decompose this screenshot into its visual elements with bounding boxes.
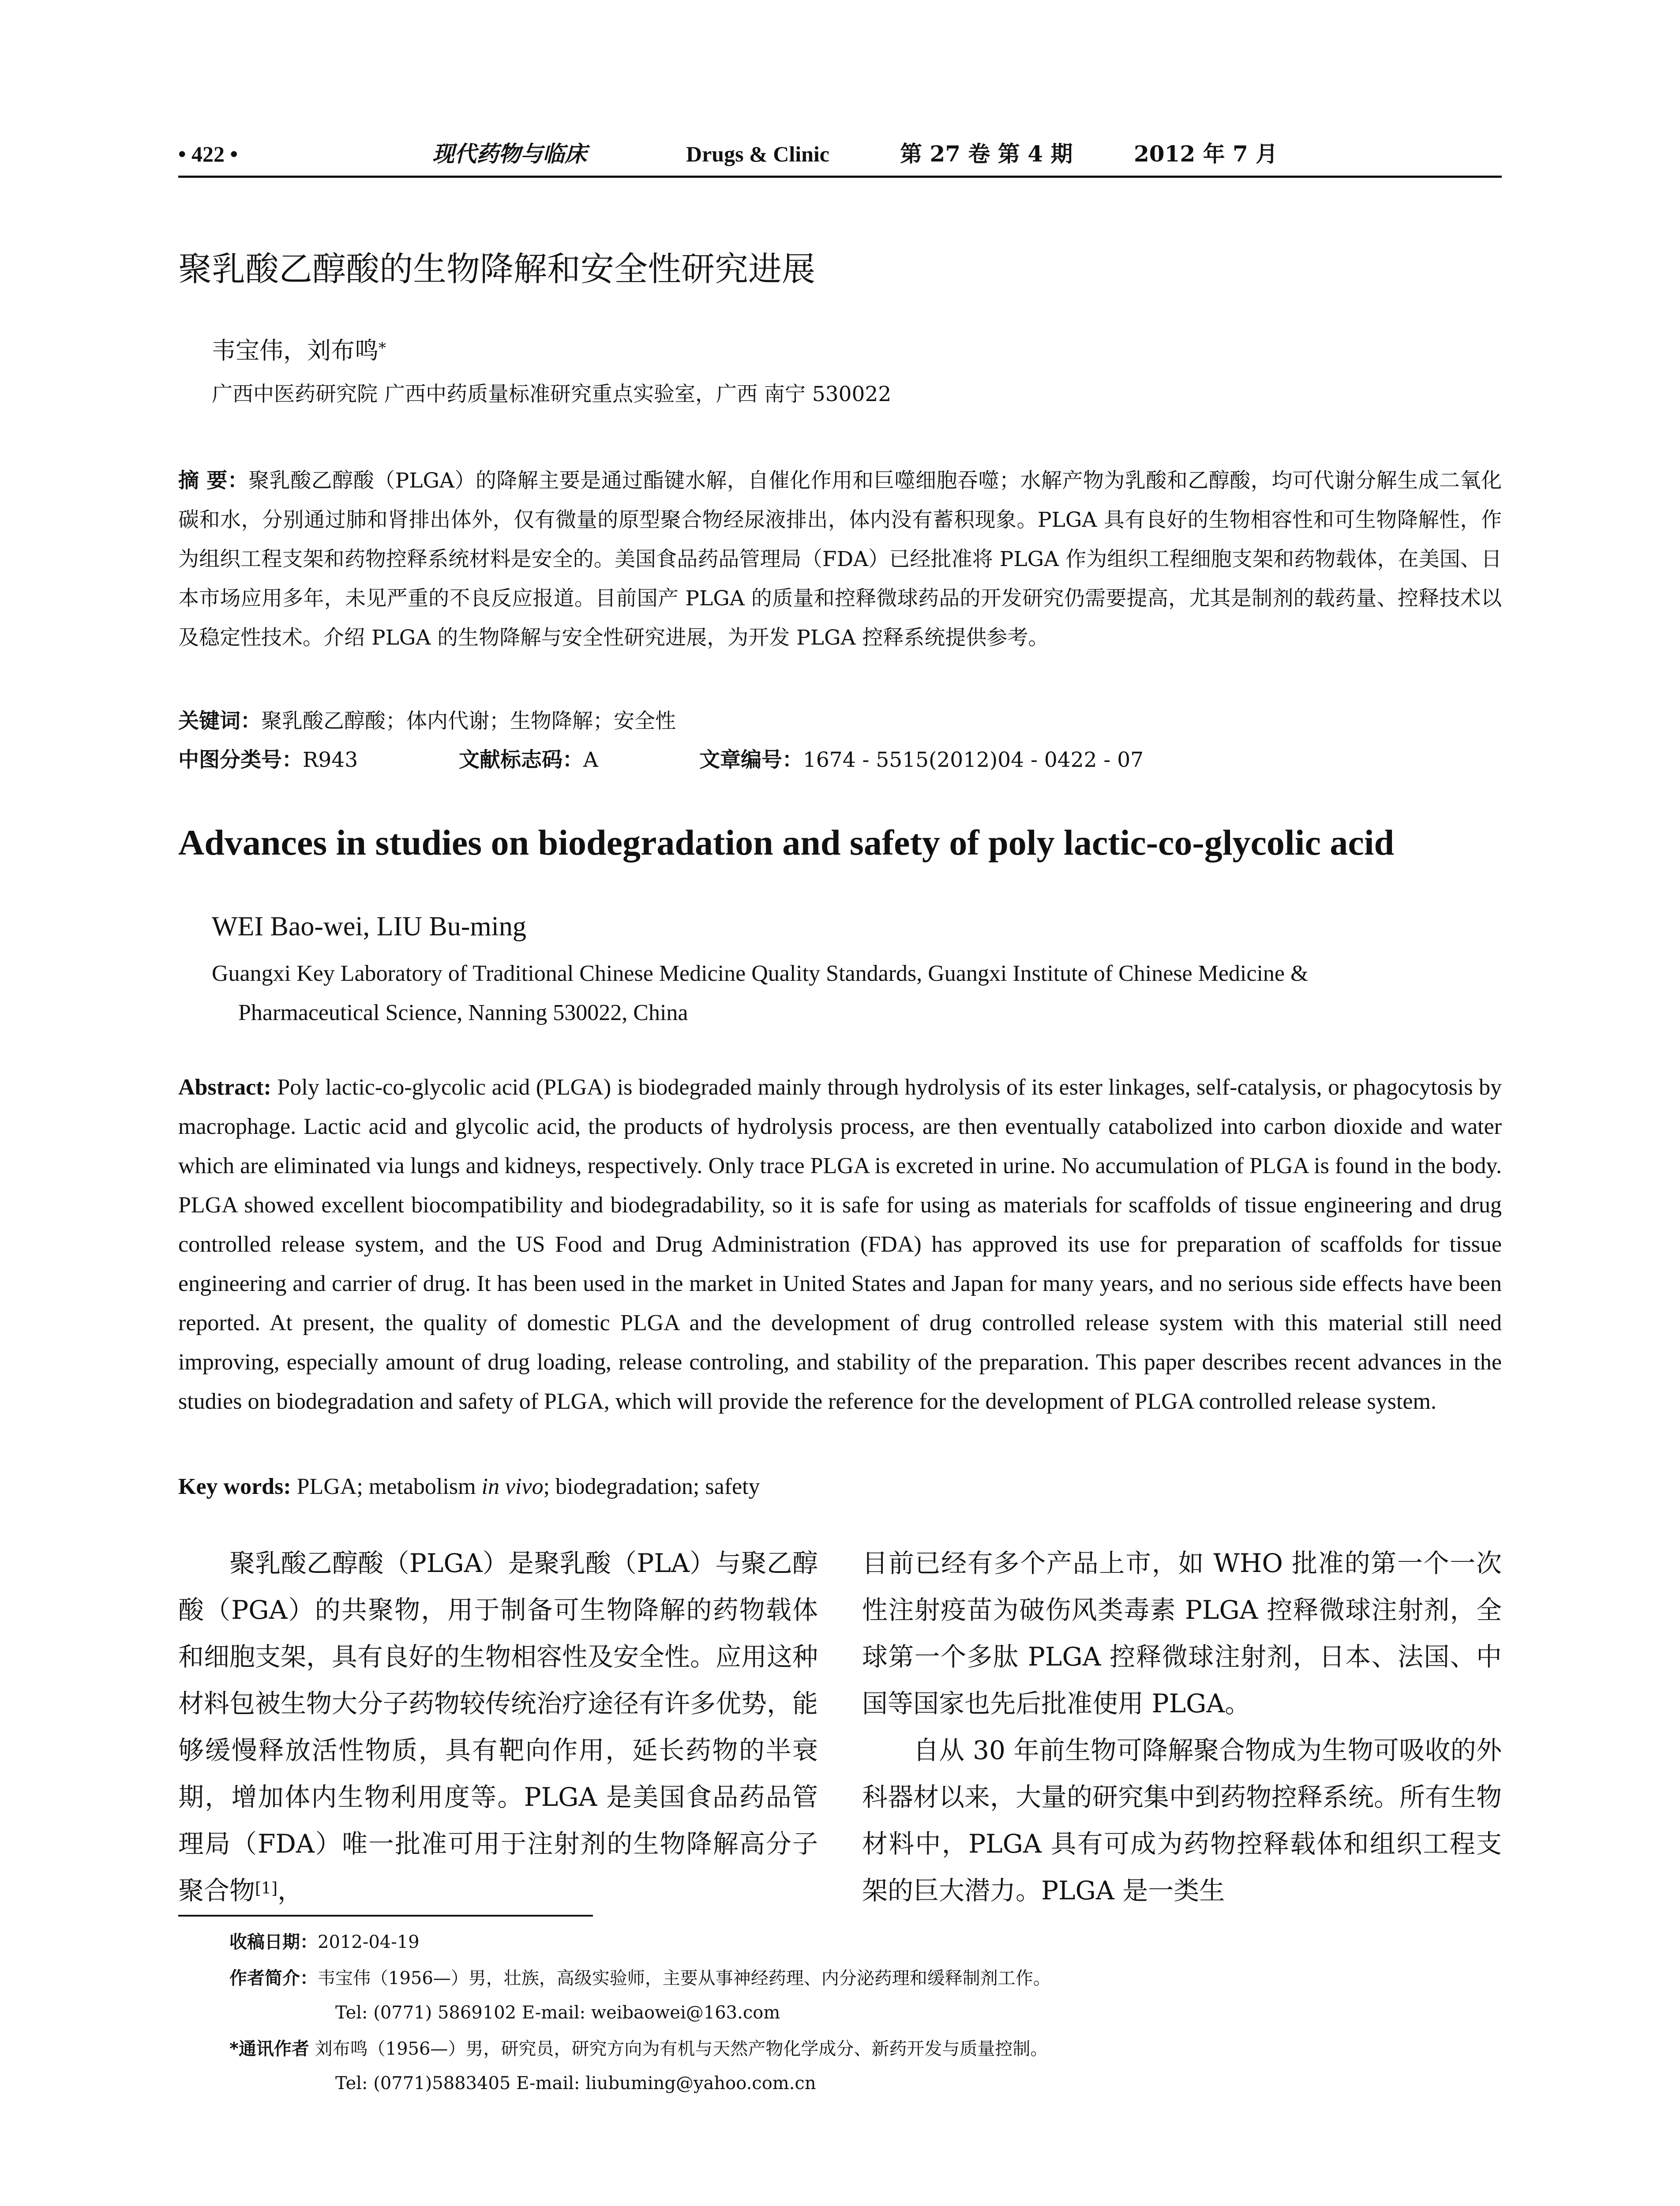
page-number: • 422 •	[178, 142, 238, 166]
keywords-cn	[178, 706, 676, 737]
footnote-received	[229, 1928, 420, 1956]
abstract-en	[178, 1068, 1502, 1421]
clc-label: 中图分类号：	[178, 748, 303, 772]
corresponding-value: 刘布鸣（1956—）男，研究员，研究方向为有机与天然产物化学成分、新药开发与质量控制。	[315, 2039, 1048, 2059]
author-bio-value: 韦宝伟（1956—）男，壮族，高级实验师，主要从事神经药理、内分泌药理和缓释制剂工作。	[318, 1968, 1051, 1988]
doc-code-label: 文献标志码：	[459, 748, 583, 772]
abstract-cn-text: 聚乳酸乙醇酸（PLGA）的降解主要是通过酯键水解，自催化作用和巨噬细胞吞噬；水解产物为乳酸和乙醇酸，均可代谢分解生成二氧化碳和水，分别通过肺和肾排出体外，仅有微量的原型聚合物经尿液排出，体内没有蓄积现象。PLGA 具有良好的生物相容性和可生物降解性，作为组织工程支架和药物控释系统材料是安全的。美国食品药品管理局（FDA）已经批准将 PLGA 作为组织工程细胞支架和药物载体，在美国、日本市场应用多年，未见严重的不良反应报道。目前国产 PLGA 的质量和控释微球药品的开发研究仍需要提高，尤其是制剂的载药量、控释技术以及稳定性技术。介绍 PLGA 的生物降解与安全性研究进展，为开发 PLGA 控释系统提供参考。	[178, 469, 1502, 650]
journal-volume: 第 27 卷 第 4 期	[900, 141, 1073, 167]
abstract-cn	[178, 461, 1502, 657]
body-left-end: ，	[278, 1876, 304, 1906]
affiliation-en	[212, 954, 1502, 1032]
keywords-cn-text: 聚乳酸乙醇酸；体内代谢；生物降解；安全性	[261, 709, 676, 733]
journal-title-en: Drugs & Clinic	[686, 142, 829, 166]
corresponding-label: *通讯作者	[229, 2039, 309, 2059]
author-bio-label: 作者简介：	[229, 1968, 318, 1988]
author-contact: Tel: (0771) 5869102 E-mail: weibaowei@163.com	[335, 2003, 780, 2023]
body-column-left	[178, 1540, 818, 1914]
affiliation-cn: 广西中医药研究院 广西中药质量标准研究重点实验室，广西 南宁 530022	[212, 382, 892, 406]
abstract-cn-label: 摘 要：	[178, 469, 249, 493]
citation-ref[interactable]: [1]	[255, 1880, 278, 1898]
authors-cn-names: 韦宝伟，刘布鸣	[212, 337, 379, 364]
keywords-en-part2: ; biodegradation; safety	[543, 1474, 760, 1499]
journal-date: 2012 年 7 月	[1134, 141, 1278, 167]
received-value: 2012-04-19	[318, 1932, 420, 1952]
body-column-right	[862, 1540, 1502, 1914]
doc-code-value: A	[583, 748, 598, 772]
received-label: 收稿日期：	[229, 1932, 318, 1952]
keywords-en-italic: in vivo	[481, 1474, 544, 1499]
clc-value: R943	[303, 748, 358, 772]
classification-line	[178, 745, 358, 776]
keywords-cn-label: 关键词：	[178, 709, 261, 733]
corresponding-contact: Tel: (0771)5883405 E-mail: liubuming@yahoo.com.cn	[335, 2073, 816, 2093]
article-title-en: Advances in studies on biodegradation and safety of poly lactic-co-glycolic acid	[178, 822, 1395, 863]
keywords-en-part1: PLGA; metabolism	[296, 1474, 482, 1499]
keywords-en	[178, 1469, 760, 1504]
body-left-text: 聚乳酸乙醇酸（PLGA）是聚乳酸（PLA）与聚乙醇酸（PGA）的共聚物，用于制备可生物降解的药物载体和细胞支架，具有良好的生物相容性及安全性。应用这种材料包被生物大分子药物较传统治疗途径有许多优势，能够缓慢释放活性物质，具有靶向作用，延长药物的半衰期，增加体内生物利用度等。PLGA 是美国食品药品管理局（FDA）唯一批准可用于注射剂的生物降解高分子聚合物	[178, 1548, 818, 1906]
doc-code	[459, 745, 598, 776]
article-number-value: 1674 - 5515(2012)04 - 0422 - 07	[803, 748, 1144, 772]
body-paragraph	[178, 1540, 818, 1914]
authors-en: WEI Bao-wei, LIU Bu-ming	[212, 912, 526, 942]
affiliation-en-line2: Pharmaceutical Science, Nanning 530022, China	[238, 1000, 688, 1025]
corresponding-mark: *	[379, 339, 386, 357]
body-paragraph: 自从 30 年前生物可降解聚合物成为生物可吸收的外科器材以来，大量的研究集中到药物控释系统。所有生物材料中，PLGA 具有可成为药物控释载体和组织工程支架的巨大潜力。PLGA 是一类生	[862, 1735, 1502, 1906]
affiliation-en-line1: Guangxi Key Laboratory of Traditional Chinese Medicine Quality Standards, Guangxi Institute of Chinese Medicine &	[212, 961, 1309, 986]
footnote-corresponding	[229, 2035, 1048, 2063]
article-number	[699, 745, 1144, 776]
header-rule	[178, 176, 1502, 178]
keywords-en-label: Key words:	[178, 1474, 291, 1499]
article-title-cn: 聚乳酸乙醇酸的生物降解和安全性研究进展	[178, 249, 815, 289]
journal-title-cn: 现代药物与临床	[432, 141, 587, 167]
body-paragraph: 目前已经有多个产品上市，如 WHO 批准的第一个一次性注射疫苗为破伤风类毒素 PLGA 控释微球注射剂，全球第一个多肽 PLGA 控释微球注射剂，日本、法国、中国等国家也先后批准使用 PLGA。	[862, 1548, 1502, 1718]
abstract-en-text: Poly lactic-co-glycolic acid (PLGA) is biodegraded mainly through hydrolysis of its ester linkages, self-catalysis, or phagocytosis by macrophage. Lactic acid and glycolic acid, the products of hydrolysis process, are then eventually catabolized into carbon dioxide and water which are eliminated via lungs and kidneys, respectively. Only trace PLGA is excreted in urine. No accumulation of PLGA is found in the body. PLGA showed excellent biocompatibility and biodegradability, so it is safe for using as materials for scaffolds of tissue engineering and drug controlled release system, and the US Food and Drug Administration (FDA) has approved its use for preparation of scaffolds for tissue engineering and carrier of drug. It has been used in the market in United States and Japan for many years, and no serious side effects have been reported. At present, the quality of domestic PLGA and the development of drug controlled release system with this material still need improving, especially amount of drug loading, release controling, and stability of the preparation. This paper describes recent advances in the studies on biodegradation and safety of PLGA, which will provide the reference for the development of PLGA controlled release system.	[178, 1075, 1502, 1414]
footnote-rule	[178, 1915, 593, 1917]
article-number-label: 文章编号：	[699, 748, 803, 772]
authors-cn	[212, 335, 386, 366]
abstract-en-label: Abstract:	[178, 1075, 271, 1100]
footnote-author	[229, 1964, 1051, 1992]
